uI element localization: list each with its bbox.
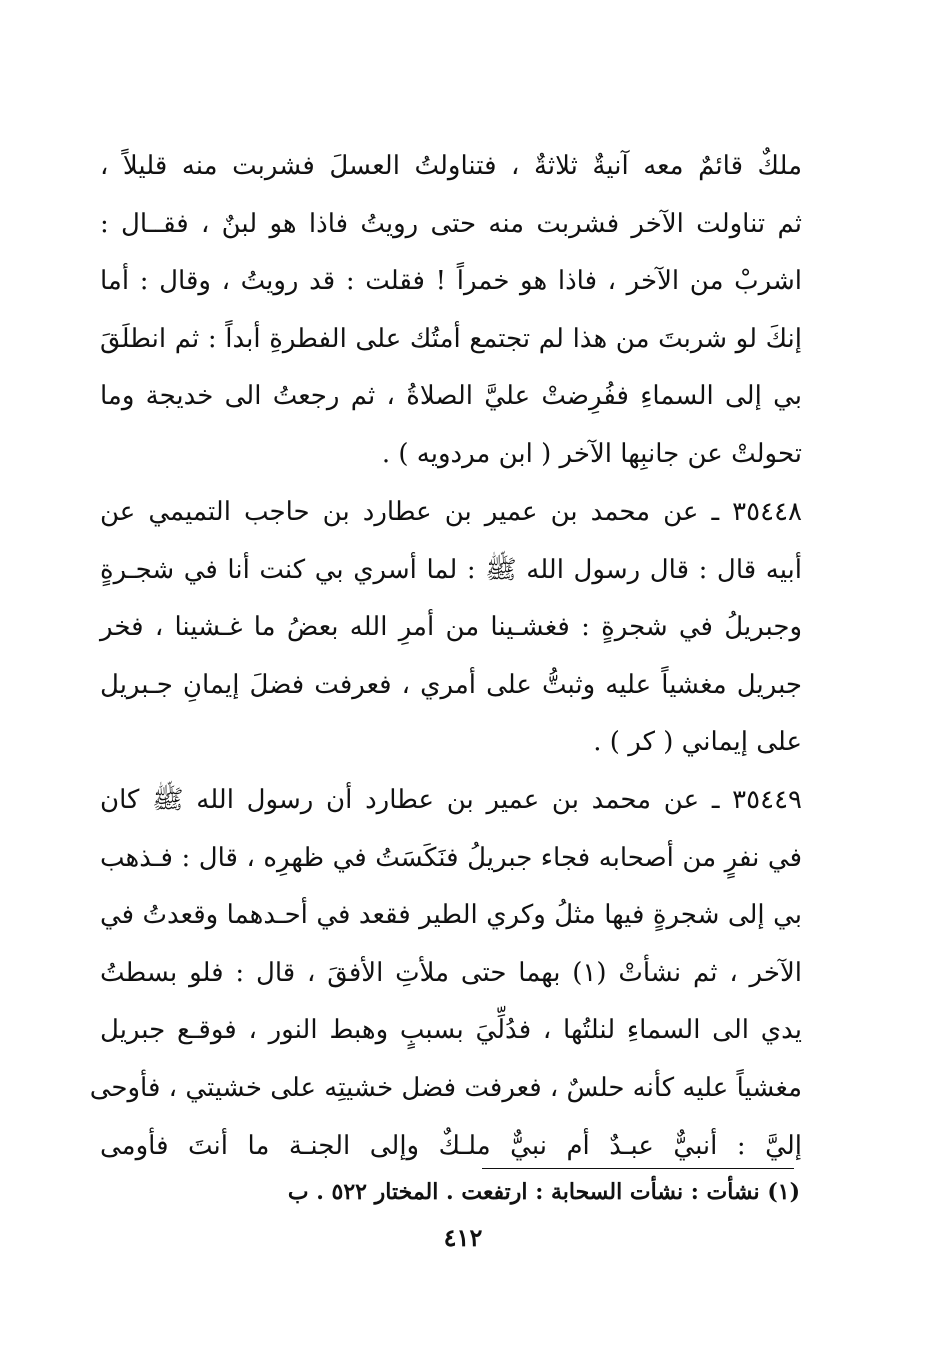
text-line: جبريل مغشياً عليه وثبتُّ على أمري ، فعرفت فضلَ إيمانِ جـبريل [100,669,802,700]
text-line: أبيه قال : قال رسول الله ﷺ : لما أسري بي كنت أنا في شجـرةٍ [100,554,802,585]
text-line: بي إلى السماءِ ففُرِضتْ عليَّ الصلاةُ ، ثم رجعتُ الى خديجة وما [100,381,802,412]
paragraph-2 [100,484,802,772]
text-line: اشربْ من الآخر ، فاذا هو خمراً ! فقلت : قد رويتُ ، وقال : أما [100,266,802,297]
text-line: إنكَ لو شربتَ من هذا لم تجتمع أمتُك على الفطرةِ أبداً : ثم انطلَقَ [100,323,802,354]
text-line: بي إلى شجرةٍ فيها مثلُ وكري الطير فقعد في أحـدهما وقعدتُ في [100,900,802,931]
text-line: على إيماني ( كر ) . [593,727,802,758]
page-number: ٤١٢ [443,1223,483,1252]
text-line: ٣٥٤٤٨ ـ عن محمد بن عمير بن عطارد بن حاجب التميمي عن [100,497,802,527]
text-line: ملكٌ قائمٌ معه آنيةٌ ثلاثةٌ ، فتناولتُ العسلَ فشربت منه قليلاً ، [100,151,802,181]
text-line: ثم تناولت الآخر فشربت منه حتى رويتُ فاذا هو لبنٌ ، فقــال : [100,208,802,239]
text-line: تحولتْ عن جانبِها الآخر ( ابن مردويه ) . [381,438,802,469]
text-line: إليَّ : أنبيٌّ عبـدٌ أم نبيٌّ ملـكٌ وإلى الجنـة ما أنتَ فأومى [100,1130,802,1161]
text-line: في نفرٍ من أصحابه فجاء جبريلُ فنَكَسَتُ في ظهرِه ، قال : فـذهب [100,842,802,873]
paragraph-1 [100,138,802,484]
text-line: ٣٥٤٤٩ ـ عن محمد بن عمير بن عطارد أن رسول الله ﷺ كان [100,785,802,815]
paragraph-3 [89,772,802,1175]
text-line: مغشياً عليه كأنه حلسٌ ، فعرفت فضل خشيتِه على خشيتي ، فأوحى [89,1072,802,1103]
text-line: وجبريلُ في شجرةٍ : فغشـينا من أمرِ الله بعضُ ما غـشينا ، فخر [100,612,802,643]
footnote: (١) نشأت : نشأت السحابة : ارتفعت . المختار ٥٢٢ . ب [287,1179,800,1205]
footnote-divider [482,1168,794,1169]
text-line: الآخر ، ثم نشأتْ (١) بهما حتى ملأتِ الأفقَ ، قال : فلو بسطتُ [100,957,802,988]
text-line: يدي الى السماءِ لنلتُها ، فدُلِّيَ بسببٍ وهبط النور ، فوقـع جبريل [100,1015,802,1046]
